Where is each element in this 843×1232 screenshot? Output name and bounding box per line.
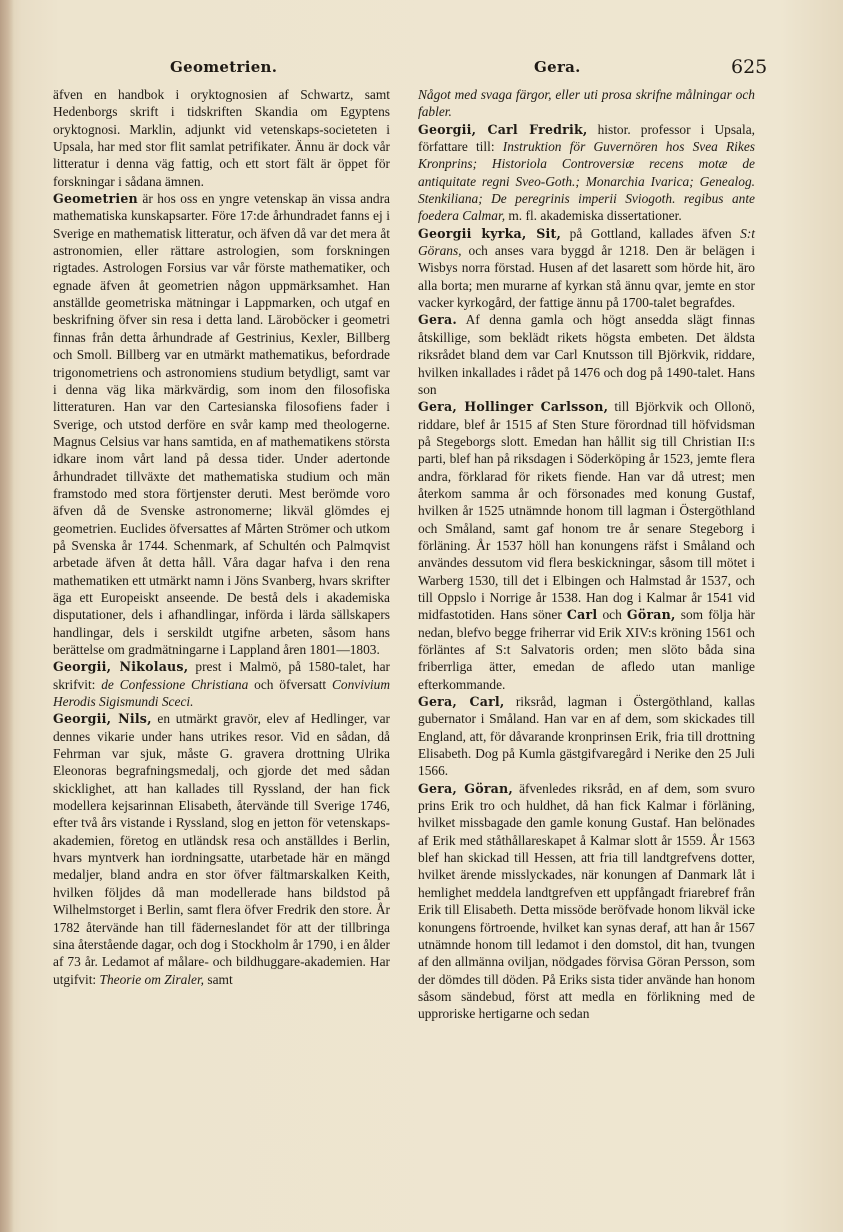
right-column <box>418 86 755 1023</box>
work-title: Convivium Herodis Sigismundi Sceci. <box>53 676 390 710</box>
right-running-head: Gera. <box>534 58 581 76</box>
entry-georgii-nils: Georgii, Nils, en utmärkt gravör, elev af Hedlinger, var dennes vikarie under hans utrikes resor. Vid en sådan, då Fehrman var sjuk, måste G. gravera drottning Ulrika Eleonoras begrafningsmedalj, och gjorde det med sådan skicklighet, att han kallades till Ryssland, der han fick modellera kejsarinnan Elisabeth, återvände till Sverige 1746, efter två års vistande i Ryssland, slog en jetton för vetenskaps-akademien, företog en utländsk resa och anställdes i Berlin, hvars myntverk han iordningsatte, utarbetade här en mängd medaljer, bland andra en stor öfver fältmarskalken Keith, hvilken följdes då man modellerade hans bildstod på Wilhelmstorget i Berlin, samt flera öfver Fredrik den store. År 1782 återvände han till fäderneslandet för att der tillbringa sina återstående dagar, och dog i Stockholm år 1790, i en ålder af 73 år. Ledamot af målare- och bildhuggare-akademien. Har utgifvit: Theorie om Ziraler, samt <box>53 711 390 987</box>
entry-headword: Gera, Carl, <box>418 694 505 710</box>
entry-geometrien <box>53 190 390 658</box>
continued-paragraph: äfven en handbok i oryktognosien af Schwartz, samt Hedenborgs skrift i tidskriften Skandia om Egyptens oryktognosi. Marklin, adjunkt vid vetenskaps-societeten i Upsala, har med stor flit samlat petrifikater. Ännu är dock vår litteratur i denna väg fattig, och ett stort fält är öppet för forskningar i sådana ämnen. <box>53 87 390 189</box>
entry-gera <box>418 311 755 398</box>
work-title: Theorie om Ziraler, <box>99 971 205 987</box>
entry-body: prest i Malmö, på 1580-talet, har skrifvit: <box>53 659 390 692</box>
entry-headword: Georgii, Carl Fredrik, <box>418 121 588 137</box>
entry-georgii-kyrka: Georgii kyrka, Sit, på Gottland, kallades äfven S:t Görans, och anses vara byggd år 1218. Den är belägen i Wisbys norra förstad. Husen af det lasarett som hörde hit, äro alla borta; men murarne af kyrkan stå ännu qvar, jemte en stor vacker kyrkogård, der fattige ännu på 1700-talet begrafdes. <box>418 225 755 311</box>
entry-gera-goran <box>418 780 755 1023</box>
book-spine-shadow <box>0 0 14 1232</box>
work-title: de Confessione Christiana <box>101 676 249 692</box>
entry-headword: Georgii, Nikolaus, <box>53 659 189 675</box>
entry-body: på Gottland, kallades äfven <box>561 225 741 241</box>
left-column <box>53 86 390 988</box>
work-title: Instruktion för Guvernören hos Svea Rikes Kronprins; Historiola Controversiæ recens motæ de antiquitate regni Sveo-Goth.; Monarchia Ivarica; Genealog. Stenkiliana; De peregrinis imperii Sviogoth. regibus ante foedera Calmar, <box>418 139 756 224</box>
entry-georgii-carl-fredrik: Georgii, Carl Fredrik, histor. professor i Upsala, författare till: Instruktion för Guvernören hos Svea Rikes Kronprins; Historiola Controversiæ recens motæ de antiquitate regni Sveo-Goth.; Monarchia Ivarica; Genealog. Stenkiliana; De peregrinis imperii Sviogoth. regibus ante foedera Calmar, m. fl. akademiska dissertationer. <box>418 121 756 224</box>
entry-headword: Gera, Hollinger Carlsson, <box>418 399 609 415</box>
entry-headword: Gera. <box>418 312 457 328</box>
entry-georgii-nikolaus: Georgii, Nikolaus, prest i Malmö, på 1580-talet, har skrifvit: de Confessione Christiana och öfversatt Convivium Herodis Sigismundi Sceci. <box>53 659 390 710</box>
entry-body: Af denna gamla och högt ansedda slägt finnas åtskillige, som beklädt rikets högsta embeten. Det äldsta riksrådet bland dem var Carl Knutsson till Björkvik, riddare, hvilken inkallades i rådet på 1476 och dog på 1490-talet. Hans son <box>418 312 755 397</box>
entry-body: en utmärkt gravör, elev af Hedlinger, var dennes vikarie under hans utrikes resor. Vid en sådan, då Fehrman var sjuk, måste G. gravera drottning Ulrika Eleonoras begrafningsmedalj, och gjorde det med sådan skicklighet, att han kallades till Ryssland, der han fick modellera kejsarinnan Elisabeth, återvände till Sverige 1746, efter två års vistande i Ryssland, slog en jetton för vetenskaps-akademien, företog en utländsk resa och anställdes i Berlin, hvars myntverk han iordningsatte, utarbetade här en mängd medaljer, bland andra en stor öfver fältmarskalken Keith, hvilken följdes då man modellerade hans bildstod på Wilhelmstorget i Berlin, samt flera öfver Fredrik den store. År 1782 återvände han till fäderneslandet för att der tillbringa sina återstående dagar, och dog i Stockholm år 1790, i en ålder af 73 år. Ledamot af målare- och bildhuggare-akademien. Har utgifvit: <box>53 711 390 987</box>
entry-gera-hollinger: Gera, Hollinger Carlsson, till Björkvik och Ollonö, riddare, blef år 1515 af Sten Sture förordnad till höfvidsman på Stegeborgs slott. Emedan han hållit sig till Christian II:s parti, blef han på riksdagen i Söderköping år 1523, jemte flera andra, förklarad för rikets fiende. Han var då utrest; men återkom samma år och försonades med konung Gustaf, hvilken år 1525 utnämnde honom till lagman i Östergöthland och Småland, samt gaf honom tre år senare Stegeborg i förläning. År 1537 höll han konungens räfst i Småland och användes dessutom vid flera beskickningar, såsom till mötet i Warberg 1530, till det i Elbingen och Halmstad år 1537, och till Oppslo i Norrige år 1538. Han dog i Kalmar år 1541 vid midfastotiden. Hans söner Carl och Göran, som följa här nedan, blefvo begge friherrar vid Erik XIV:s kröning 1561 och förläntes af S:t Salvatoris orden; men slöto båda sina friberrliga ätter, emedan de afledo utan manlige efterkommande. <box>418 399 756 692</box>
entry-body: är hos oss en yngre vetenskap än vissa andra mathematiska kunskapsarter. Före 17:de århundradet fanns ej i Sverige en mathematisk litteratur, och äfven då var det mera åt astronomien, eller rättare astrologien, som forskningen rigtades. Astrologen Forsius var vår förste mathematiker, och egnade äfven åt geometrien någon uppmärksamhet. Han anställde geometriska mätningar i Lappmarken, och utgaf en beskrifning öfver sin resa i detta land. Läroböcker i geometri finnas från detta århundrade af Gestrinius, Kexler, Billberg och Smoll. Billberg var en utmärkt mathematikus, befordrade trigonometriens och astronomiens studium betydligt, samt var i denna väg lika märkvärdig, som inom den filosofiska litteraturen. Han var den Cartesianska filosofiens fader i Sverige, och utstod derföre en svår kamp med theologerne. Magnus Celsius var hans samtida, en af mathematikens största idkare inom vårt land på dessa tider. Under adertonde århundradet tillväxte det mathematiska studium och män framstodo med stora förtjenster deruti. Mest berömde voro äfven då de Svenske astronomerne; likväl glömdes ej geometrien. Euclides öfversattes af Mårten Strömer och utkom på Svenska år 1744. Schenmark, af Schultén och Palmqvist arbetade äfven åt detta håll. Våra dagar hafva i den rena mathematiken ett utmärkt namn i Jöns Svanberg, hvars skrifter äga ett Europeiskt anseende. De bestå dels i akademiska disputationer, dels i afhandlingar, införda i lärda sällskapers handlingar, dels i serskildt utgifne arbeten, såsom hans berättelse om gradmätningarne i Lappland åren 1801—1803. <box>53 191 390 657</box>
entry-body: till Björkvik och Ollonö, riddare, blef år 1515 af Sten Sture förordnad till höfvidsman på Stegeborgs slott. Emedan han hållit sig till Christian II:s parti, blef han på riksdagen i Söderköping år 1523, jemte flera andra, förklarad för rikets fiende. Han var då utrest; men återkom samma år och försonades med konung Gustaf, hvilken år 1525 utnämnde honom till lagman i Östergöthland och Småland, samt gaf honom tre år senare Stegeborg i förläning. År 1537 höll han konungens räfst i Småland och användes dessutom vid flera beskickningar, såsom till mötet i Warberg 1530, till det i Elbingen och Halmstad år 1537, och till Oppslo i Norrige år 1538. Han dog i Kalmar år 1541 vid midfastotiden. Hans söner <box>418 399 756 623</box>
entry-headword: Gera, Göran, <box>418 780 513 796</box>
left-running-head: Geometrien. <box>170 58 278 76</box>
entry-gera-carl <box>418 693 755 780</box>
running-header <box>0 58 843 82</box>
entry-headword: Georgii, Nils, <box>53 711 152 727</box>
continued-paragraph: Något med svaga färgor, eller uti prosa skrifne målningar och fabler. <box>418 87 755 120</box>
entry-headword: Georgii kyrka, Sit, <box>418 225 562 241</box>
page-number: 625 <box>731 56 768 78</box>
entry-headword: Geometrien <box>53 191 138 207</box>
entry-body: histor. professor i Upsala, författare till: <box>418 121 755 155</box>
entry-body: riksråd, lagman i Östergöthland, kallas gubernator i Småland. Han var en af dem, som skickades till England, att, för dåvarande kronprinsen Erik, fria till drottning Elisabeth. Dog på Kumla gästgifvaregård i Nerike den 25 Juli 1566. <box>418 694 755 779</box>
entry-body: äfvenledes riksråd, en af dem, som svuro prins Erik tro och huldhet, då han fick Kalmar i förläning, hvilket missbagade den gamle konung Gustaf. Han belönades af Erik med ståthållareskapet å Kalmar slott år 1559. År 1563 blef han skickad till Hessen, att fria till landtgrefvens dotter, hvilket ärende misslyckades, när konungen af Danmark låt i hemlighet meddela landtgrefven ett uppfångadt friarebref från Erik till Elisabeth. Detta missöde beröfvade honom likväl icke konungens förtroende, hvilket kan synas deraf, att han år 1567 utnämnde honom till ledamot i den domstol, dit han, tvungen af den allmänna oviljan, nödgades förvisa Göran Persson, som der dömdes till döden. På Eriks sista tider använde han honom såsom sändebud, först att medla en förlikning med de upproriske hertigarne och sedan <box>418 780 755 1022</box>
